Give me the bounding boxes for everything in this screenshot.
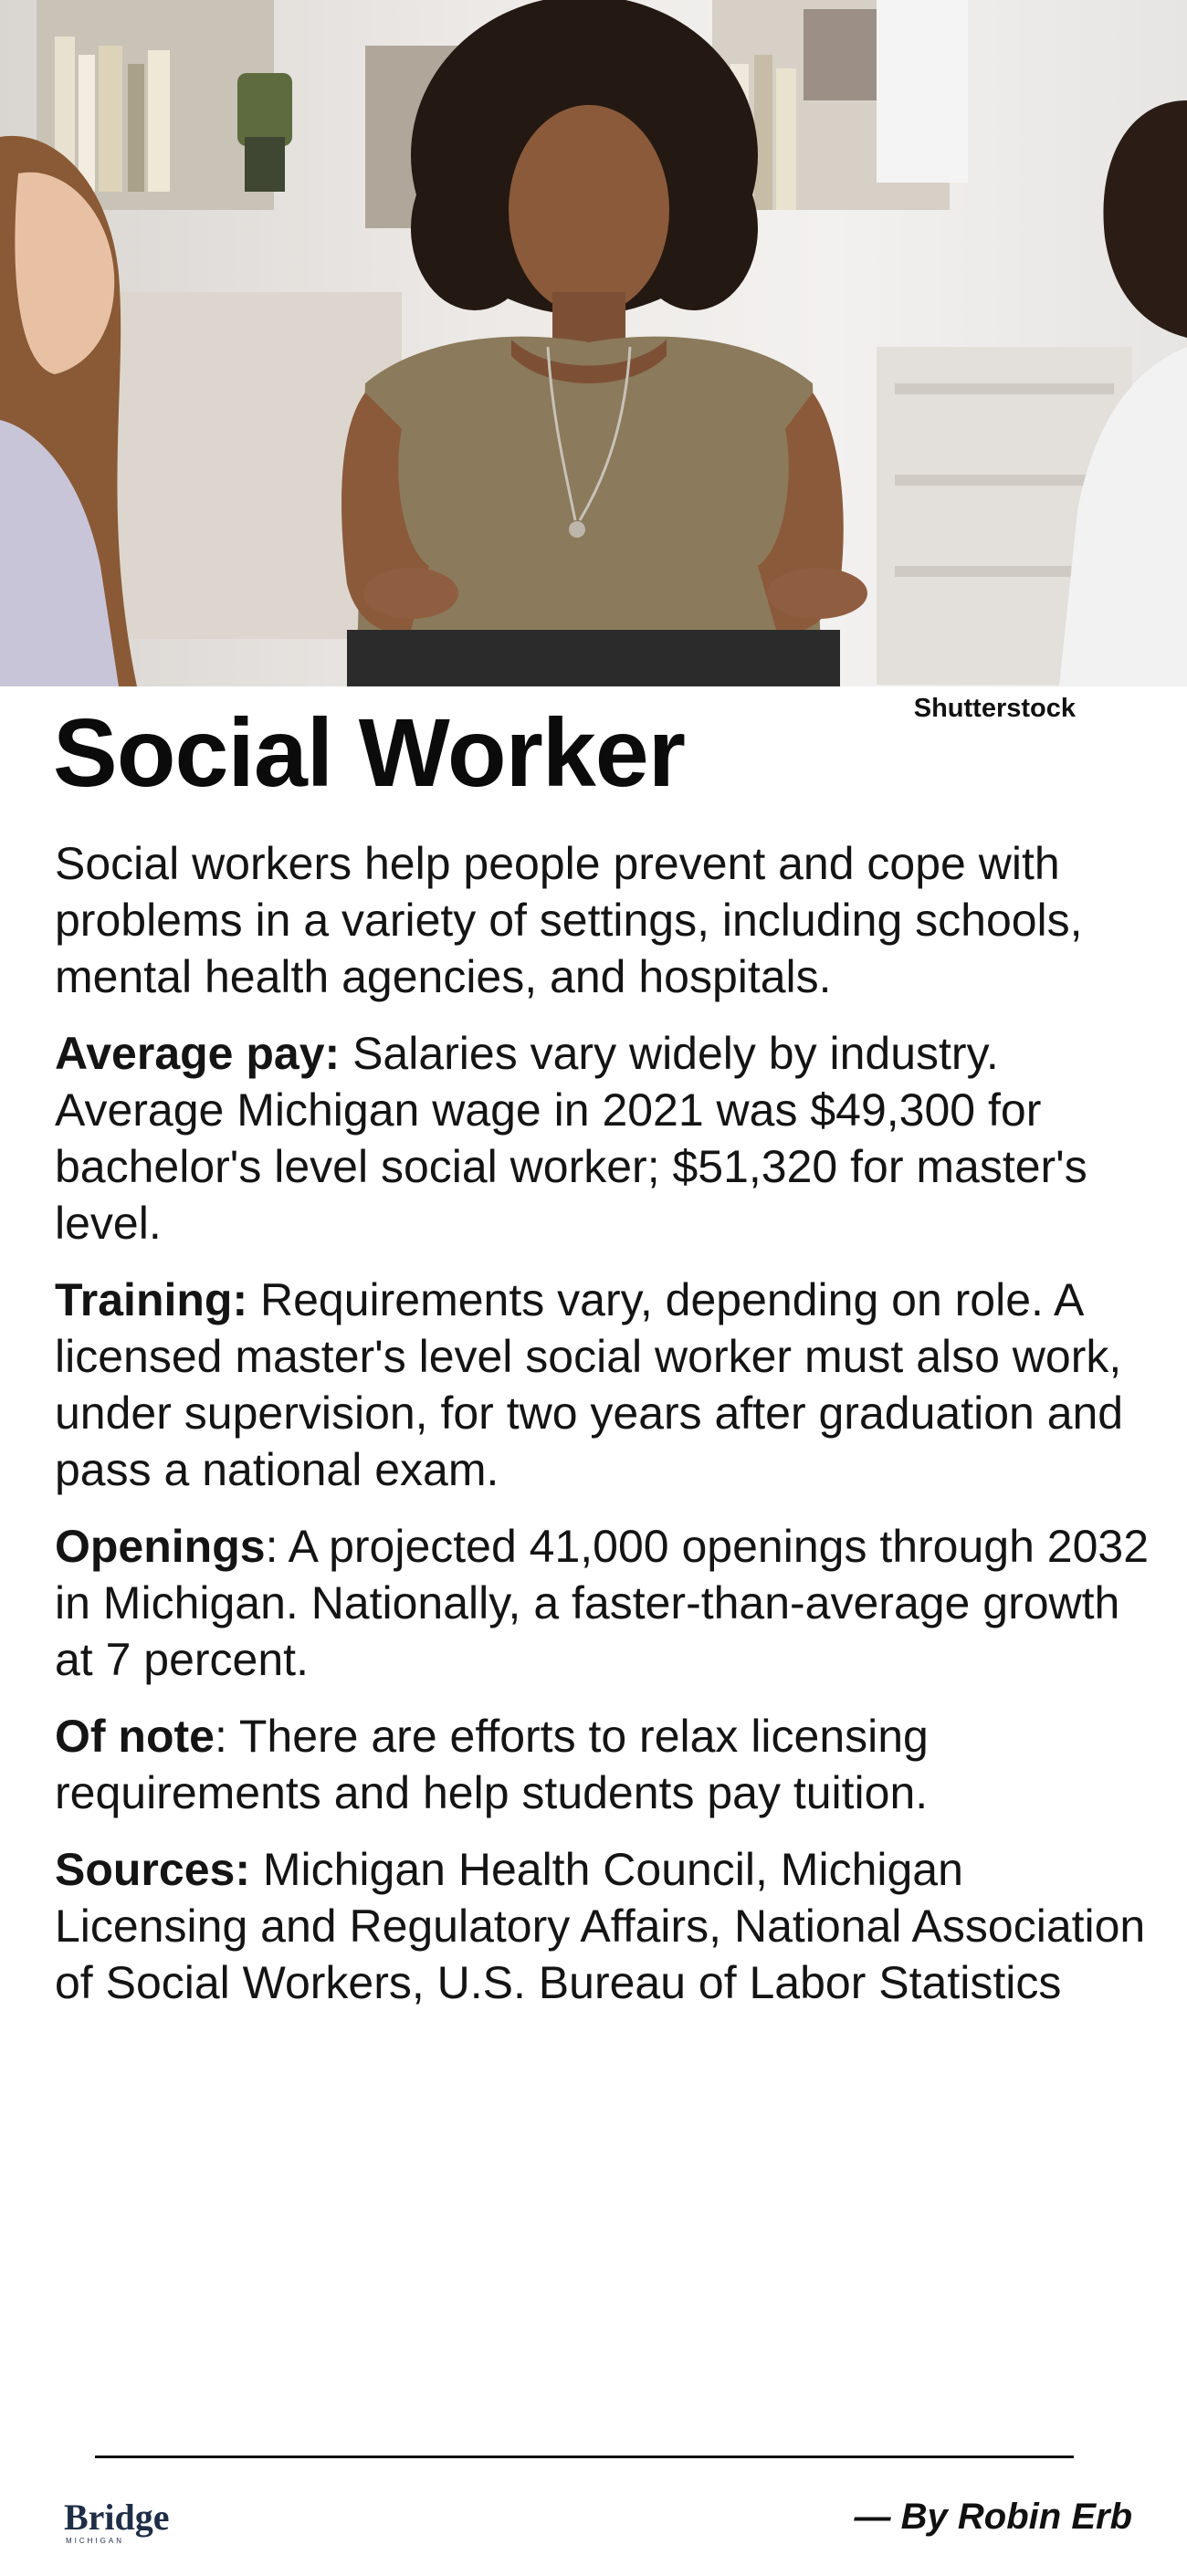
average-pay-paragraph (55, 1025, 1150, 1251)
intro-paragraph: Social workers help people prevent and cope with problems in a variety of settings, including schools, mental health agencies, and hospitals. (55, 838, 1083, 1002)
photo-illustration (0, 0, 1187, 686)
openings-text: : A projected 41,000 openings through 2032 in Michigan. Nationally, a faster-than-average growth at 7 percent. (55, 1521, 1150, 1685)
sources-label: Sources: (55, 1844, 250, 1895)
page-title: Social Worker (53, 699, 685, 807)
byline: — By Robin Erb (854, 2497, 1132, 2537)
of-note-label: Of note (55, 1711, 215, 1762)
average-pay-text: Salaries vary widely by industry. Average Michigan wage in 2021 was $49,300 for bachelor's level social worker; $51,320 for master's level. (55, 1028, 1087, 1249)
training-label: Training: (55, 1274, 248, 1325)
training-text: Requirements vary, depending on role. A licensed master's level social worker must also work, under supervision, for two years after graduation and pass a national exam. (55, 1274, 1124, 1495)
of-note-paragraph (55, 1708, 1150, 1821)
of-note-text: : There are efforts to relax licensing requirements and help students pay tuition. (55, 1711, 929, 1818)
bridge-logo-subtitle: MICHIGAN (66, 2537, 124, 2545)
header-photo (0, 0, 1187, 686)
openings-label: Openings (55, 1521, 266, 1572)
openings-paragraph (55, 1518, 1150, 1688)
sources-paragraph (55, 1841, 1150, 2011)
photo-credit: Shutterstock (913, 694, 1076, 723)
footer-divider (95, 2456, 1074, 2458)
sources-text: Michigan Health Council, Michigan Licensing and Regulatory Affairs, National Association of Social Workers, U.S. Bureau of Labor Statistics (55, 1844, 1146, 2008)
average-pay-label: Average pay: (55, 1028, 341, 1079)
bridge-logo: Bridge (64, 2497, 170, 2538)
training-paragraph (55, 1272, 1150, 1498)
article-body (55, 835, 1150, 2031)
